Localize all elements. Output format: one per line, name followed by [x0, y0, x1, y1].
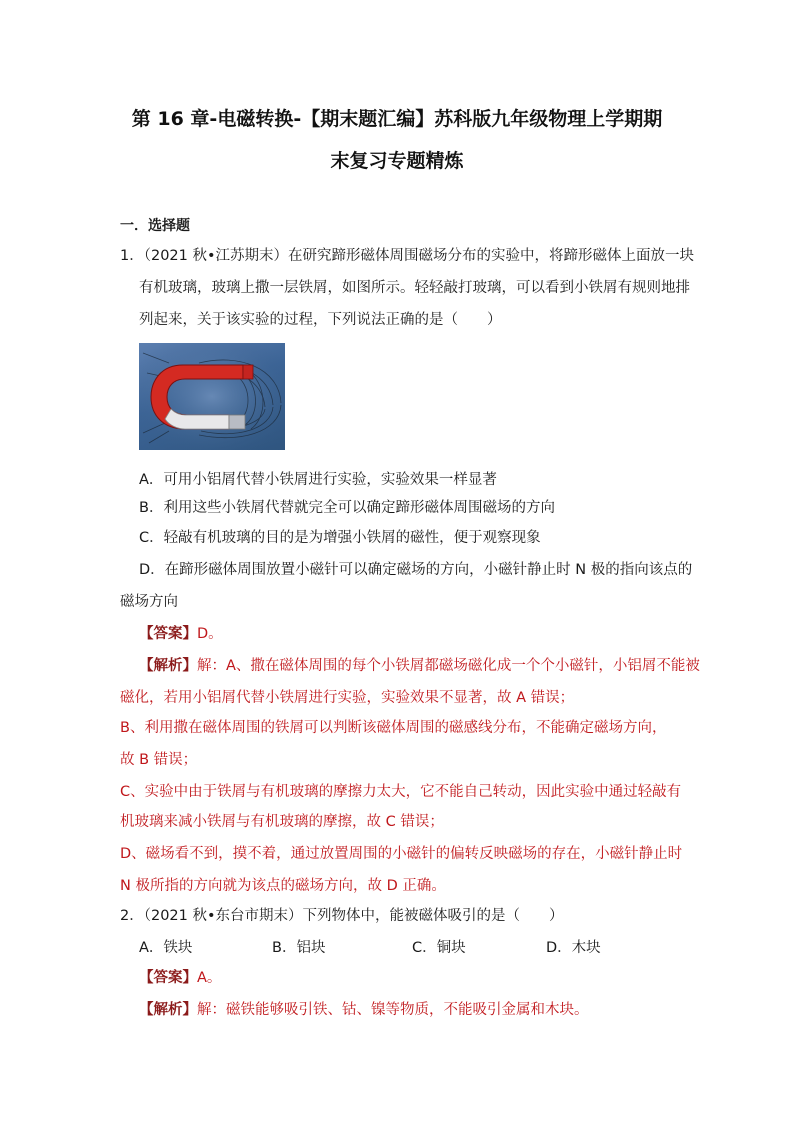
q1-analysis-line-8: N 极所指的方向就为该点的磁场方向，故 D 正确。 — [120, 878, 446, 894]
q2-answer-value: A。 — [197, 970, 222, 986]
horseshoe-magnet-figure — [139, 343, 285, 450]
q2-stem: 2．（2021 秋•东台市期末）下列物体中，能被磁体吸引的是（ ） — [120, 908, 564, 924]
q2-analysis-label: 【解析】 — [139, 1002, 197, 1018]
q1-analysis-line-5: C、实验中由于铁屑与有机玻璃的摩擦力太大，它不能自己转动，因此实验中通过轻敲有 — [120, 784, 682, 800]
horseshoe-magnet-icon — [139, 343, 285, 450]
q2-analysis-text: 解：磁铁能够吸引铁、钴、镍等物质，不能吸引金属和木块。 — [197, 1002, 589, 1018]
q1-option-c: C．轻敲有机玻璃的目的是为增强小铁屑的磁性，便于观察现象 — [139, 530, 541, 546]
q1-stem-line-3: 列起来，关于该实验的过程，下列说法正确的是（ ） — [139, 312, 502, 328]
q1-analysis-label: 【解析】 — [139, 658, 197, 674]
q1-stem-line-1: 1．（2021 秋•江苏期末）在研究蹄形磁体周围磁场分布的实验中，将蹄形磁体上面放一块 — [120, 248, 695, 264]
document-title-line-2: 末复习专题精炼 — [330, 150, 464, 172]
q1-option-a: A．可用小铝屑代替小铁屑进行实验，实验效果一样显著 — [139, 472, 497, 488]
q2-option-b: B．铝块 — [272, 940, 326, 956]
q1-answer-label: 【答案】 — [139, 626, 197, 642]
q1-answer — [139, 624, 223, 644]
q1-analysis-line-7: D、磁场看不到，摸不着，通过放置周围的小磁针的偏转反映磁场的存在，小磁针静止时 — [120, 846, 683, 862]
q1-option-b: B．利用这些小铁屑代替就完全可以确定蹄形磁体周围磁场的方向 — [139, 500, 555, 516]
q1-answer-value: D。 — [197, 626, 223, 642]
section-heading: 一．选择题 — [120, 218, 190, 234]
q1-option-d-line-2: 磁场方向 — [120, 594, 178, 610]
q2-option-a: A．铁块 — [139, 940, 193, 956]
q1-analysis-line-4: 故 B 错误； — [120, 752, 198, 768]
q2-option-d: D．木块 — [546, 940, 601, 956]
q1-analysis-line-6: 机玻璃来减小铁屑与有机玻璃的摩擦，故 C 错误； — [120, 814, 444, 830]
q2-option-c: C．铜块 — [412, 940, 466, 956]
q1-analysis-line-3: B、利用撒在磁体周围的铁屑可以判断该磁体周围的磁感线分布，不能确定磁场方向， — [120, 720, 667, 736]
q1-analysis-text-1: 解：A、撒在磁体周围的每个小铁屑都磁场磁化成一个个小磁针，小铝屑不能被 — [197, 658, 700, 674]
q2-analysis — [139, 1000, 589, 1020]
q1-option-d-line-1: D．在蹄形磁体周围放置小磁针可以确定磁场的方向，小磁针静止时 N 极的指向该点的 — [139, 562, 693, 578]
q1-analysis-line-2: 磁化，若用小铝屑代替小铁屑进行实验，实验效果不显著，故 A 错误； — [120, 690, 575, 706]
q1-stem-line-2: 有机玻璃，玻璃上撒一层铁屑，如图所示。轻轻敲打玻璃，可以看到小铁屑有规则地排 — [139, 280, 690, 296]
q2-answer-label: 【答案】 — [139, 970, 197, 986]
q1-analysis-line-1 — [139, 656, 700, 676]
document-title-line-1: 第 16 章-电磁转换-【期末题汇编】苏科版九年级物理上学期期 — [131, 108, 663, 130]
q2-answer — [139, 968, 221, 988]
